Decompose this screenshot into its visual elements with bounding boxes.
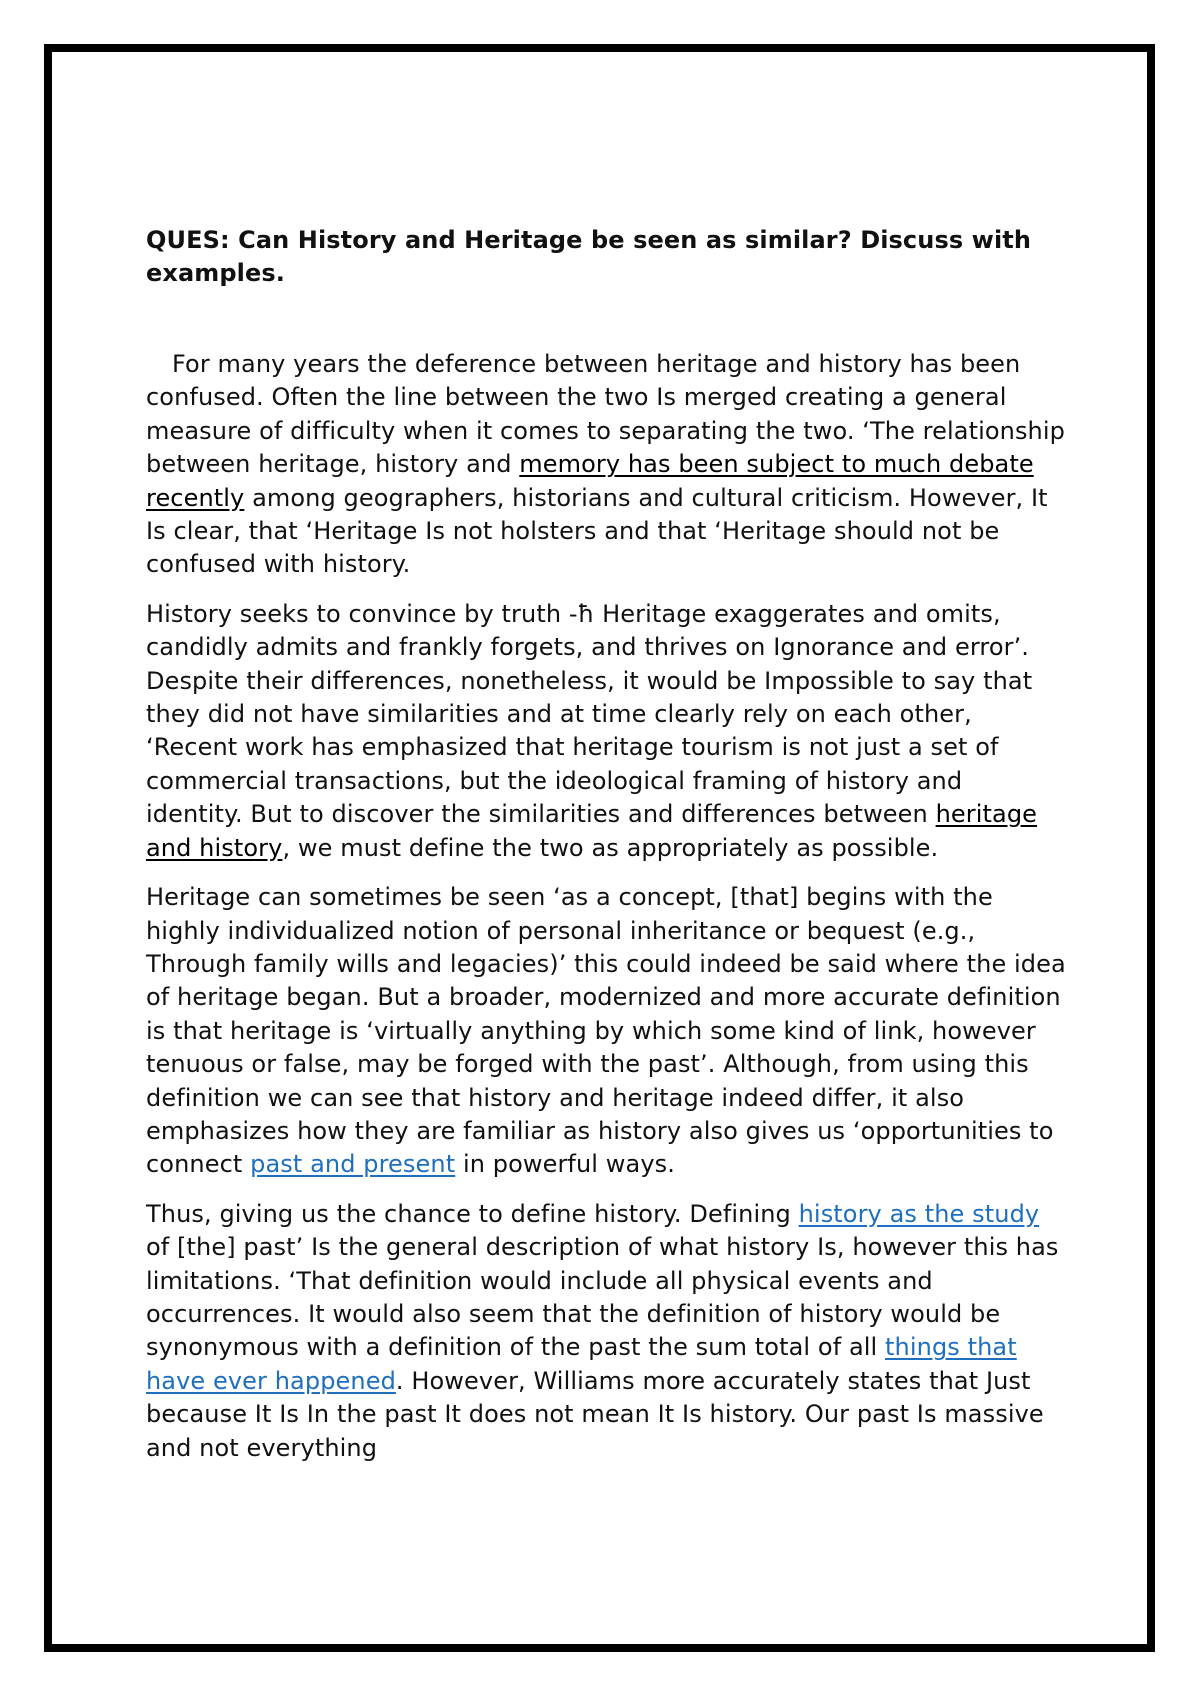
paragraph-1-text-a: For many years the deference between heritage and history has been confused. Often the line between the two Is merged creating a general measure of difficulty when it comes to separating the two. ‘The relationship between heritage, history and [146,350,1065,479]
link-past-and-present[interactable]: past and present [250,1150,456,1179]
paragraph-4-text-a: Thus, giving us the chance to define history. Defining [146,1199,799,1228]
paragraph-3-text-a: Heritage can sometimes be seen ‘as a concept, [that] begins with the highly individualized notion of personal inheritance or bequest (e.g., Through family wills and legacies)’ this could indeed be said where the idea of heritage began. But a broader, modernized and more accurate definition is that heritage is ‘virtually anything by which some kind of link, however tenuous or false, may be forged with the past’. Although, from using this definition we can see that history and heritage indeed differ, it also emphasizes how they are familiar as history also gives us ‘opportunities to connect [146,883,1066,1179]
underlined-phrase-memory: memory has been subject to much debate recently [146,450,1034,512]
paragraph-2-text-a: History seeks to convince by truth -ħ Heritage exaggerates and omits, candidly admits and frankly forgets, and thrives on Ignorance and error’. Despite their differences, nonetheless, it would be Impossible to say that they did not have similarities and at time clearly rely on each other, ‘Recent work has emphasized that heritage tourism is not just a set of commercial transactions, but the ideological framing of history and identity. But to discover the similarities and differences between [146,599,1033,829]
underlined-phrase-heritage-history: heritage and history [146,800,1038,862]
paragraph-1-text-b: among geographers, historians and cultural criticism. However, It Is clear, that ‘Heritage Is not holsters and that ‘Heritage should not be confused with history. [146,483,1048,579]
paragraph-1 [146,348,1066,582]
paragraph-4-text-c: . However, Williams more accurately states that Just because It Is In the past It does not mean It Is history. Our past Is massive and not everything [146,1366,1044,1462]
paragraph-2-text-b: , we must define the two as appropriately as possible. [282,833,939,862]
link-history-as-the-study[interactable]: history as the study [798,1199,1040,1228]
paragraph-2 [146,598,1066,865]
paragraph-4-text-b: of [the] past’ Is the general description of what history Is, however this has limitations. ‘That definition would include all physical events and occurrences. It would also seem that the definition of history would be synonymous with a definition of the past the sum total of all [146,1233,1059,1362]
link-things-that-have-ever-happened[interactable]: things that have ever happened [146,1333,1017,1395]
document-body [146,224,1066,1481]
question-heading: QUES: Can History and Heritage be seen as similar? Discuss with examples. [146,226,1032,287]
paragraph-3 [146,881,1066,1182]
paragraph-4 [146,1198,1066,1465]
paragraph-3-text-b: in powerful ways. [455,1150,675,1179]
